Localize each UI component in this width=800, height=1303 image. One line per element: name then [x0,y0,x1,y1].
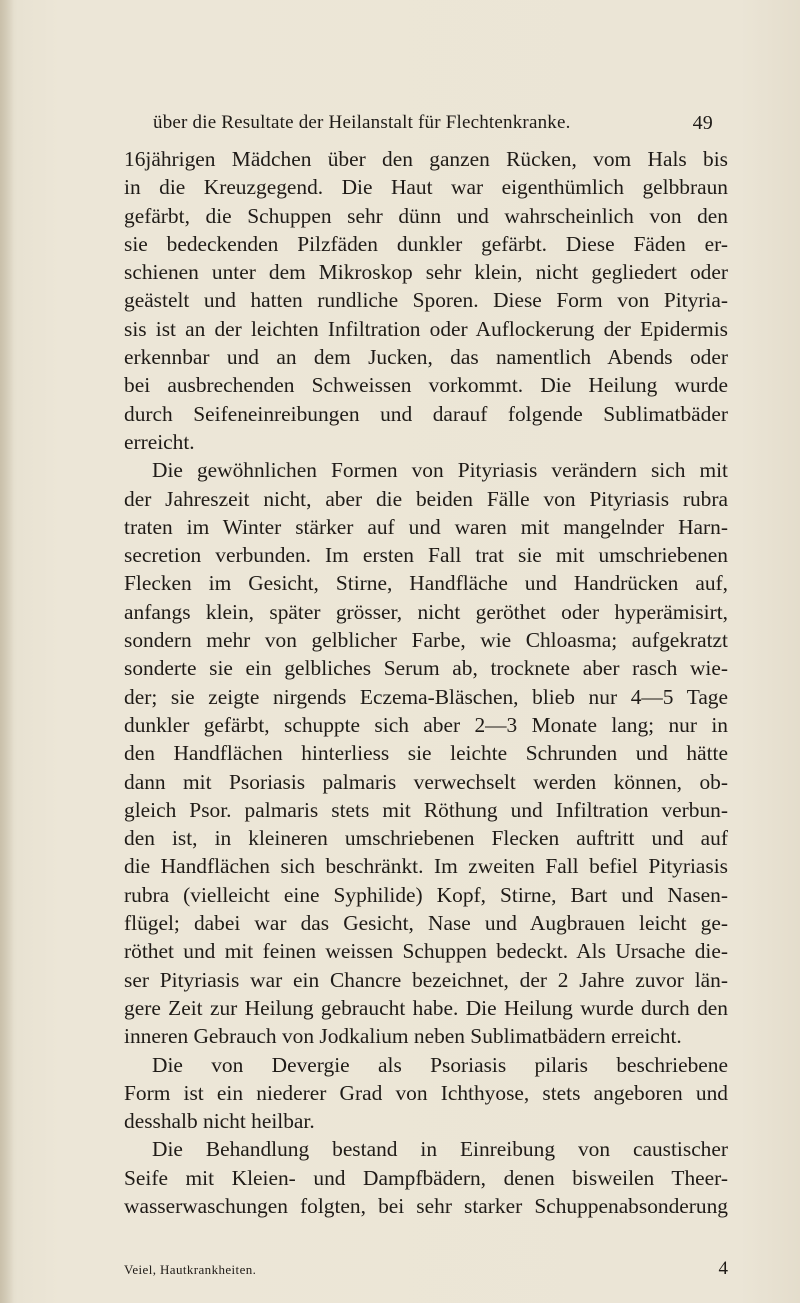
text-line: gleich Psor. palmaris stets mit Röthung und Infiltration verbun- [124,797,728,822]
text-line: wasserwaschungen folgten, bei sehr starker Schuppenabsonderung [124,1193,728,1218]
text-line: secretion verbunden. Im ersten Fall trat sie mit umschriebenen [124,543,728,568]
text-line: traten im Winter stärker auf und waren mit mangelnder Harn- [124,514,728,539]
text-line: schienen unter dem Mikroskop sehr klein, nicht gegliedert oder [124,260,728,285]
text-line: inneren Gebrauch von Jodkalium neben Sublimatbädern erreicht. [124,1024,682,1049]
page-number: 49 [692,112,713,134]
text-line: Die von Devergie als Psoriasis pilaris beschriebene [152,1052,728,1077]
text-line: anfangs klein, später grösser, nicht geröthet oder hyperämisirt, [124,599,728,624]
page-footer [124,1258,728,1282]
text-line: röthet und mit feinen weissen Schuppen bedeckt. Als Ursache die- [124,939,728,964]
text-line: geästelt und hatten rundliche Sporen. Diese Form von Pityria- [124,288,728,313]
text-line: erreicht. [124,429,195,454]
text-line: den Handflächen hinterliess sie leichte Schrunden und hätte [124,741,728,766]
text-line: sondern mehr von gelblicher Farbe, wie Chloasma; aufgekratzt [124,628,728,653]
text-line: Form ist ein niederer Grad von Ichthyose, stets angeboren und [124,1080,728,1105]
paragraph [124,145,728,456]
text-line: Die gewöhnlichen Formen von Pityriasis verändern sich mit [152,458,728,483]
body-text [124,145,728,1220]
text-line: rubra (vielleicht eine Syphilide) Kopf, Stirne, Bart und Nasen- [124,882,728,907]
text-line: den ist, in kleineren umschriebenen Flecken auftritt und auf [124,826,728,851]
text-line: ser Pityriasis war ein Chancre bezeichnet, der 2 Jahre zuvor län- [124,967,728,992]
text-line: Flecken im Gesicht, Stirne, Handfläche und Handrücken auf, [124,571,728,596]
paragraph [124,456,728,1050]
paragraph [124,1051,728,1136]
text-line: gefärbt, die Schuppen sehr dünn und wahrscheinlich von den [124,203,728,228]
text-line: gere Zeit zur Heilung gebraucht habe. Die Heilung wurde durch den [124,995,728,1020]
text-line: Seife mit Kleien- und Dampfbädern, denen bisweilen Theer- [124,1165,728,1190]
signature-mark: 4 [718,1258,728,1279]
text-line: sis ist an der leichten Infiltration oder Auflockerung der Epidermis [124,316,728,341]
running-title: über die Resultate der Heilanstalt für Flechtenkranke. [153,112,571,133]
running-head [153,112,713,142]
text-line: der Jahreszeit nicht, aber die beiden Fälle von Pityriasis rubra [124,486,728,511]
text-line: bei ausbrechenden Schweissen vorkommt. Die Heilung wurde [124,373,728,398]
text-line: flügel; dabei war das Gesicht, Nase und Augbrauen leicht ge- [124,911,728,936]
text-line: sie bedeckenden Pilzfäden dunkler gefärbt. Diese Fäden er- [124,231,728,256]
text-line: in die Kreuzgegend. Die Haut war eigenthümlich gelbbraun [124,175,728,200]
text-line: durch Seifeneinreibungen und darauf folgende Sublimatbäder [124,401,728,426]
text-line: sonderte sie ein gelbliches Serum ab, trocknete aber rasch wie- [124,656,728,681]
text-line: 16jährigen Mädchen über den ganzen Rücken, vom Hals bis [124,147,728,171]
printer-signature: Veiel, Hautkrankheiten. [124,1262,257,1277]
text-line: die Handflächen sich beschränkt. Im zweiten Fall befiel Pityriasis [124,854,728,879]
text-line: desshalb nicht heilbar. [124,1109,315,1134]
text-line: erkennbar und an dem Jucken, das namentlich Abends oder [124,345,728,370]
binding-shadow [0,0,14,1303]
text-line: dann mit Psoriasis palmaris verwechselt werden können, ob- [124,769,728,794]
paragraph [124,1135,728,1220]
text-line: dunkler gefärbt, schuppte sich aber 2—3 Monate lang; nur in [124,712,728,737]
text-line: Die Behandlung bestand in Einreibung von caustischer [152,1137,728,1162]
text-line: der; sie zeigte nirgends Eczema-Bläschen, blieb nur 4—5 Tage [124,684,728,709]
